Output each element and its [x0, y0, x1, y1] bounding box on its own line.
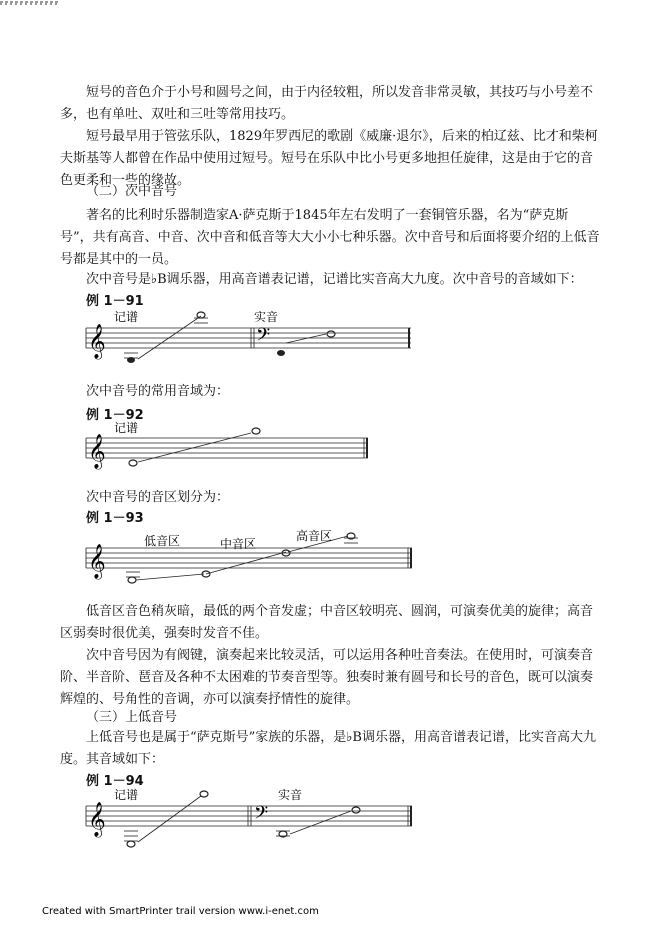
staff-label-notated: 记谱 — [114, 788, 139, 802]
paragraph-baritone-range: 上低音号也是属于“萨克斯号”家族的乐器，是♭B调乐器，用高音谱表记谱，比实音高大九度。其音域如下： — [60, 730, 596, 767]
note-register-lowest — [128, 577, 136, 583]
register-label-high: 高音区 — [296, 529, 333, 543]
note-baritone-low — [127, 841, 135, 847]
staff-label-notated: 记谱 — [114, 310, 139, 324]
example-label-1-91: 例 1－91 — [86, 294, 144, 309]
treble-clef-symbol: 𝄞 — [88, 802, 106, 837]
watermark-footer: Created with SmartPrinter trail version www.i-enet.com — [42, 906, 319, 917]
note-highest — [197, 312, 205, 318]
example-label-1-92: 例 1－92 — [86, 408, 144, 423]
staff-label-sounding: 实音 — [254, 310, 279, 324]
note-common-high — [252, 428, 260, 434]
paragraph-common-range: 次中音号的常用音域为： — [86, 384, 230, 399]
example-label-1-94: 例 1－94 — [86, 774, 144, 789]
paragraph-cornet-timbre: 短号的音色介于小号和圆号之间，由于内径较粗，所以发音非常灵敏，其技巧与小号差不多，也有单吐、双吐和三吐等常用技巧。 — [60, 85, 594, 122]
paragraph-sax-horn-family: 著名的比利时乐器制造家A·萨克斯于1845年左右发明了一套铜管乐器，名为“萨克斯号”，共有高音、中音、次中音和低音等大大小小七种乐器。次中音号和后面将要介绍的上低音号都是其中的一员。 — [60, 208, 600, 267]
paragraph-performance-technique: 次中音号因为有阀键，演奏起来比较灵活，可以运用各种吐音奏法。在使用时，可演奏音阶、半音阶、琶音及各种不太困难的节奏音型等。独奏时兼有圆号和长号的音色，既可以演奏辉煌的、号角性的音调，亦可以演奏抒情性的旋律。 — [60, 648, 594, 707]
paragraph-register-division: 次中音号的音区划分为： — [86, 490, 230, 505]
music-staff-example-1-91 — [86, 306, 416, 370]
section-heading-tenor-horn: （二）次中音号 — [86, 184, 178, 199]
paragraph-cornet-history: 短号最早用于管弦乐队，1829年罗西尼的歌剧《威廉·退尔》，后来的柏辽兹、比才和柴柯夫斯基等人都曾在作品中使用过短号。短号在乐队中比小号更多地担任旋律，这是由于它的音色更柔和一些的缘故。 — [60, 129, 598, 188]
note-baritone-high — [200, 791, 208, 797]
treble-clef-symbol: 𝄞 — [88, 324, 106, 359]
note-sounding-low — [277, 350, 285, 356]
note-baritone-sounding-high — [352, 807, 360, 813]
note-sounding-high — [327, 331, 335, 337]
staff-label-sounding: 实音 — [278, 788, 303, 802]
paragraph-register-timbre: 低音区音色稍灰暗，最低的两个音发虚；中音区较明亮、圆润，可演奏优美的旋律；高音区弱奏时很优美，强奏时发音不佳。 — [60, 604, 594, 641]
example-label-1-93: 例 1－93 — [86, 511, 144, 526]
bass-clef-symbol: 𝄢 — [254, 803, 269, 828]
bass-clef-symbol: 𝄢 — [256, 325, 271, 350]
staff-label-notated: 记谱 — [114, 421, 139, 435]
section-heading-baritone: （三）上低音号 — [86, 710, 178, 725]
music-staff-example-1-92 — [86, 420, 376, 476]
top-rule-mark — [0, 0, 60, 6]
treble-clef-symbol: 𝄞 — [88, 434, 106, 469]
music-staff-example-1-93 — [86, 524, 416, 588]
treble-clef-symbol: 𝄞 — [88, 544, 106, 579]
note-common-low — [129, 460, 137, 466]
register-label-low: 低音区 — [144, 534, 181, 548]
note-lowest — [127, 357, 135, 363]
paragraph-tenor-horn-range: 次中音号是♭B调乐器，用高音谱表记谱，记谱比实音高大九度。次中音号的音域如下： — [86, 272, 583, 287]
register-label-mid: 中音区 — [220, 537, 257, 551]
music-staff-example-1-94 — [86, 784, 416, 852]
